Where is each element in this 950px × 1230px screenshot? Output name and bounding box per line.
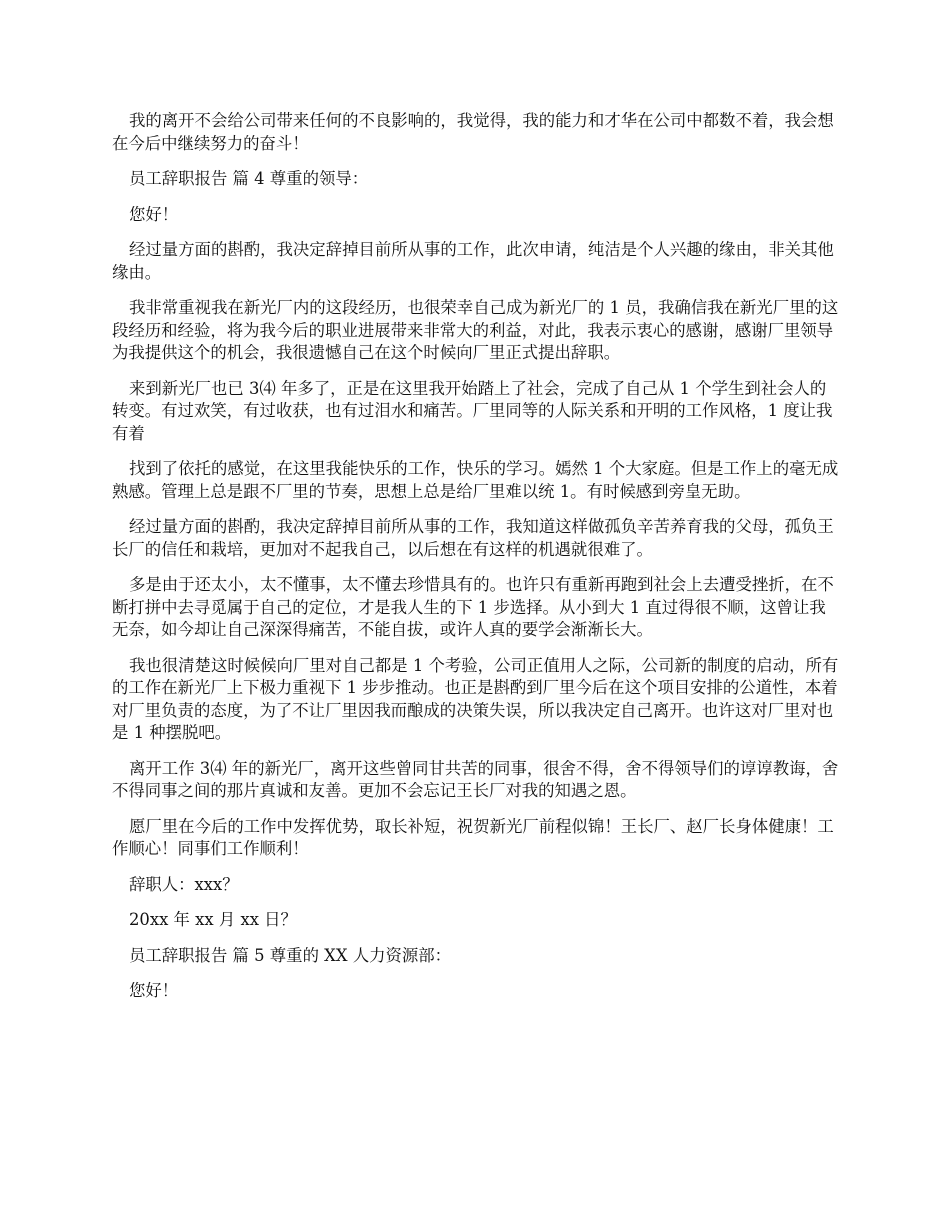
greeting: 您好！ bbox=[129, 981, 179, 1000]
paragraph: 愿厂里在今后的工作中发挥优势，取长补短，祝贺新光厂前程似锦！王长厂、赵厂长身体健康！工作顺心！同事们工作顺利！ bbox=[112, 816, 834, 858]
paragraph: 我非常重视我在新光厂内的这段经历，也很荣幸自己成为新光厂的 1 员，我确信我在新光厂里的这段经历和经验，将为我今后的职业进展带来非常大的利益，对此，我表示衷心的感谢，感谢厂里领导为我提供这个的机会，我很遗憾自己在这个时候向厂里正式提出辞职。 bbox=[112, 298, 839, 362]
signature-name: 辞职人：xxx？ bbox=[129, 874, 239, 894]
document-body bbox=[112, 110, 840, 1016]
section-heading: 员工辞职报告 篇 5 尊重的 XX 人力资源部： bbox=[129, 945, 452, 965]
signature-date: 20xx 年 xx 月 xx 日？ bbox=[129, 910, 297, 929]
paragraph: 来到新光厂也已 3⑷ 年多了，正是在这里我开始踏上了社会，完成了自己从 1 个学生到社会人的转变。有过欢笑，有过收获，也有过泪水和痛苦。厂里同等的人际关系和开明的工作风格，1 度让我有着 bbox=[112, 378, 833, 443]
paragraph: 找到了依托的感觉，在这里我能快乐的工作，快乐的学习。嫣然 1 个大家庭。但是工作上的毫无成熟感。管理上总是跟不厂里的节奏，思想上总是给厂里难以统 1。有时候感到旁皇无助。 bbox=[112, 459, 839, 501]
paragraph: 经过量方面的斟酌，我决定辞掉目前所从事的工作，我知道这样做孤负辛苦养育我的父母，孤负王长厂的信任和栽培，更加对不起我自己，以后想在有这样的机遇就很难了。 bbox=[112, 517, 834, 559]
section-heading: 员工辞职报告 篇 4 尊重的领导： bbox=[129, 169, 369, 188]
paragraph: 我的离开不会给公司带来任何的不良影响的，我觉得，我的能力和才华在公司中都数不着，我会想在今后中继续努力的奋斗！ bbox=[112, 111, 834, 153]
paragraph: 我也很清楚这时候候向厂里对自己都是 1 个考验，公司正值用人之际，公司新的制度的启动，所有的工作在新光厂上下极力重视下 1 步步推动。也正是斟酌到厂里今后在这个项目安排的公道性，本着对厂里负责的态度，为了不让厂里因我而酿成的决策失误，所以我决定自己离开。也许这对厂里对也是 1 种摆脱吧。 bbox=[112, 655, 839, 742]
paragraph: 离开工作 3⑷ 年的新光厂，离开这些曾同甘共苦的同事，很舍不得，舍不得领导们的谆谆教诲，舍不得同事之间的那片真诚和友善。更加不会忘记王长厂对我的知遇之恩。 bbox=[112, 758, 839, 800]
paragraph: 多是由于还太小，太不懂事，太不懂去珍惜具有的。也许只有重新再跑到社会上去遭受挫折，在不断打拼中去寻觅属于自己的定位，才是我人生的下 1 步选择。从小到大 1 直过得很不顺，这曾让我无奈，如今却让自己深深得痛苦，不能自拔，或许人真的要学会渐渐长大。 bbox=[112, 575, 834, 639]
paragraph: 经过量方面的斟酌，我决定辞掉目前所从事的工作，此次申请，纯洁是个人兴趣的缘由，非关其他缘由。 bbox=[112, 240, 834, 282]
greeting: 您好！ bbox=[129, 204, 179, 224]
